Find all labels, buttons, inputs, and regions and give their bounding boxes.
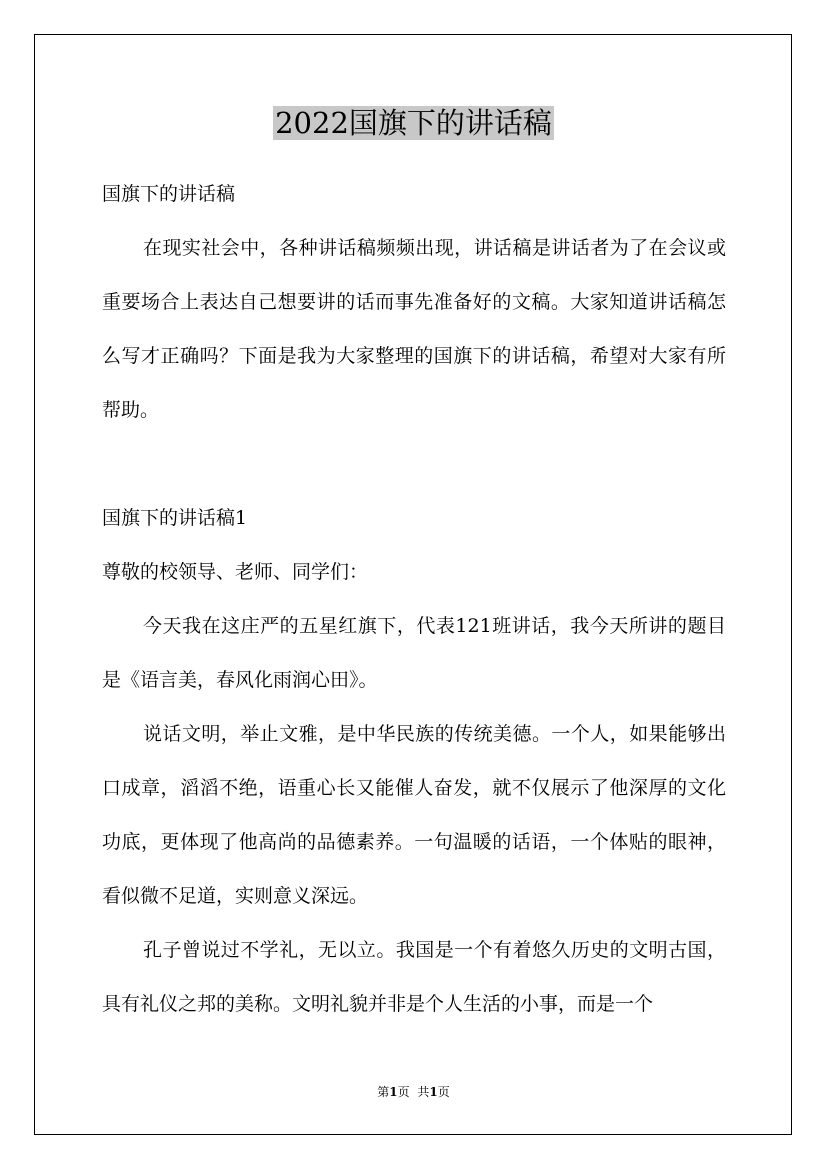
page-prefix: 第: [377, 1085, 390, 1099]
document-title: [0, 103, 827, 143]
page-suffix: 页: [397, 1085, 410, 1099]
paragraph-1: 今天我在这庄严的五星红旗下，代表121班讲话，我今天所讲的题目是《语言美，春风化雨润心田》。: [102, 615, 726, 691]
total-pages: 1: [429, 1085, 438, 1099]
salutation: 尊敬的校领导、老师、同学们：: [102, 561, 369, 583]
document-subtitle: 国旗下的讲话稿: [102, 183, 236, 205]
page-footer: [0, 1083, 827, 1101]
document-title-text: 2022国旗下的讲话稿: [275, 106, 552, 140]
total-suffix: 页: [437, 1085, 450, 1099]
paragraph-3: 孔子曾说过不学礼，无以立。我国是一个有着悠久历史的文明古国，具有礼仪之邦的美称。文明礼貌并非是个人生活的小事，而是一个: [102, 939, 726, 1015]
intro-paragraph: 在现实社会中，各种讲话稿频频出现，讲话稿是讲话者为了在会议或重要场合上表达自己想要讲的话而事先准备好的文稿。大家知道讲话稿怎么写才正确吗？下面是我为大家整理的国旗下的讲话稿，希望对大家有所帮助。: [102, 237, 726, 421]
total-prefix: 共: [417, 1085, 430, 1099]
section-heading: 国旗下的讲话稿1: [102, 507, 248, 529]
paragraph-2: 说话文明，举止文雅，是中华民族的传统美德。一个人，如果能够出口成章，滔滔不绝，语重心长又能催人奋发，就不仅展示了他深厚的文化功底，更体现了他高尚的品德素养。一句温暖的话语，一个体贴的眼神，看似微不足道，实则意义深远。: [102, 723, 726, 907]
page-number: 1: [389, 1085, 398, 1099]
